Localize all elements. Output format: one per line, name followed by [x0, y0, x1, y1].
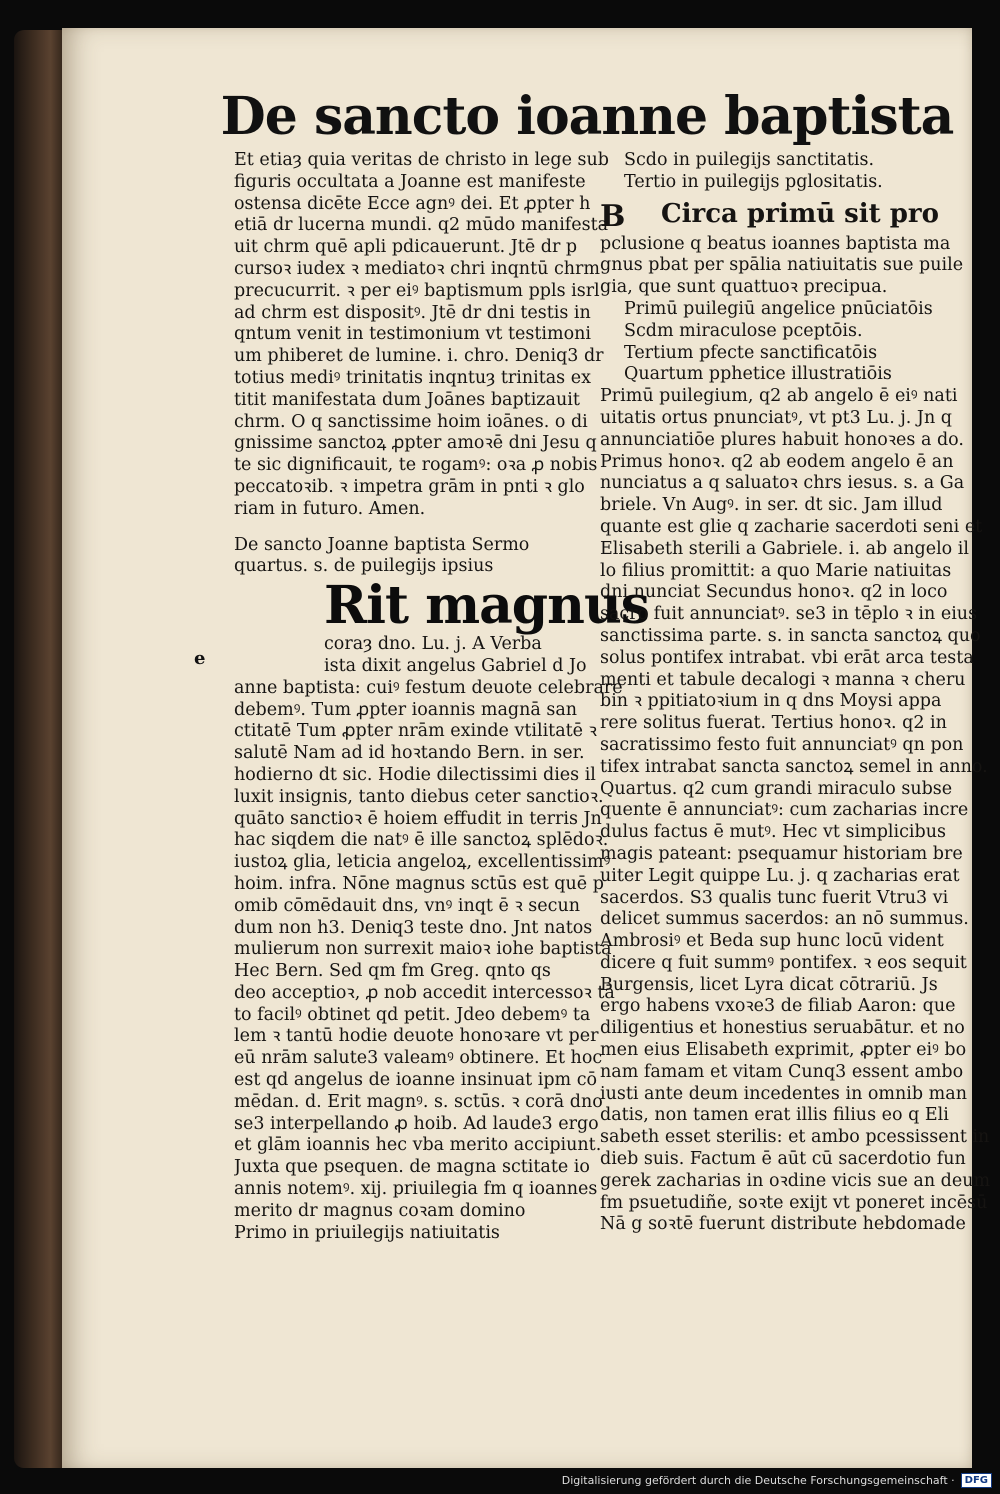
- right-column-line: nam famam et vitam Cunq3 essent ambo: [600, 1061, 964, 1082]
- right-column-line: dicere q fuit summꝰ pontifex. ꝛ eos sequit: [600, 952, 967, 973]
- right-column-line: dulus factus ē mutꝰ. Hec vt simplicibus: [600, 822, 946, 843]
- right-column-line: quente ē annunciatꝰ: cum zacharias incre: [600, 800, 969, 821]
- left-column-line: qntum venit in testimonium vt testimoni: [234, 324, 591, 345]
- right-column-line: Ambrosiꝰ et Beda sup hunc locū vident: [600, 931, 944, 952]
- right-column-line: sacratissimo festo fuit annunciatꝰ qn pon: [600, 734, 964, 755]
- sermon-line: iustoꝝ glia, leticia angeloꝝ, excellentissimꝰ: [234, 852, 611, 873]
- sermon-line: ista dixit angelus Gabriel d Jo: [324, 655, 587, 676]
- sermon-line: mēdan. d. Erit magnꝰ. s. sctūs. ꝛ corā dno: [234, 1091, 603, 1112]
- sermon-line: dum non h3. Deniq3 teste dno. Jnt natos: [234, 917, 593, 938]
- left-column-line: um phiberet de lumine. i. chro. Deniq3 dr: [234, 346, 604, 367]
- sermon-line: anne baptista: cuiꝰ festum deuote celebrare: [234, 677, 623, 698]
- right-column-line: sacerdos. S3 qualis tunc fuerit Vtru3 vi: [600, 887, 949, 908]
- right-column-line: Primū puilegium, q2 ab angelo ē eiꝰ nati: [600, 386, 958, 407]
- sermon-line: ctitatē Tum ꝓpter nrām exinde vtilitatē ꝛ: [234, 721, 597, 742]
- sermon-line: se3 interpellando ꝓ hoib. Ad laude3 ergo: [234, 1113, 599, 1134]
- right-column-line: menti et tabule decalogi ꝛ manna ꝛ cheru: [600, 669, 966, 690]
- sermo-title-line: quartus. s. de puilegijs ipsius: [234, 556, 494, 577]
- right-intro-line: Scdo in puilegijs sanctitatis.: [624, 150, 875, 170]
- right-column-line: magis pateant: psequamur historiam bre: [600, 843, 963, 864]
- section-heading-text: Circa primū sit pro: [660, 198, 939, 229]
- section-initial-letter: B: [600, 198, 626, 234]
- right-column-line: quante est glie q zacharie sacerdoti seni et: [600, 516, 983, 537]
- right-section-heading: [600, 194, 1000, 234]
- right-column-line: Quartum pphetice illustratiōis: [624, 364, 892, 385]
- sermon-line: debemꝰ. Tum ꝓpter ioannis magnā san: [234, 699, 578, 720]
- sermon-line: salutē Nam ad id hoꝛtando Bern. in ser.: [234, 743, 585, 764]
- right-column-line: ergo habens vxoꝛe3 de filiab Aaron: que: [600, 996, 956, 1017]
- right-column-line: gia, que sunt quattuoꝛ precipua.: [600, 277, 888, 298]
- sermon-line: eū nrām salute3 valeamꝰ obtinere. Et hoc: [234, 1048, 603, 1069]
- right-column-line: lo filius promittit: a quo Marie natiuitas: [600, 560, 952, 581]
- left-column-line: ostensa dicēte Ecce agnꝰ dei. Et ꝓpter h: [234, 193, 591, 214]
- sermon-line: hac siqdem die natꝰ ē ille sanctoꝝ splēdoꝛ.: [234, 830, 609, 851]
- right-column-line: briele. Vn Augꝰ. in ser. dt sic. Jam illud: [600, 495, 943, 516]
- right-column: [600, 150, 1000, 1236]
- left-column-line: figuris occultata a Joanne est manifeste: [234, 171, 586, 192]
- sermon-line: est qd angelus de ioanne insinuat ipm cō: [234, 1070, 598, 1091]
- left-column-line: etiā dr lucerna mundi. q2 mūdo manifesta: [234, 215, 609, 236]
- right-column-line: diligentius et honestius seruabātur. et no: [600, 1018, 965, 1039]
- sermon-line: annis notemꝰ. xij. priuilegia fm q ioannes: [234, 1179, 598, 1200]
- right-column-text: [600, 234, 1000, 1237]
- right-column-line: gerek zacharias in oꝛdine vicis sue an deum: [600, 1170, 991, 1191]
- right-column-line: Primus honoꝛ. q2 ab eodem angelo ē an: [600, 451, 954, 472]
- right-column-line: men eius Elisabeth exprimit, ꝓpter eiꝰ bo: [600, 1040, 967, 1061]
- right-column-line: solus pontifex intrabat. vbi erāt arca testa: [600, 647, 974, 668]
- right-column-line: Primū puilegiū angelice pnūciatōis: [624, 298, 933, 319]
- right-column-line: Elisabeth sterili a Gabriele. i. ab angelo il: [600, 538, 969, 559]
- sermon-line: merito dr magnus coꝛam domino: [234, 1200, 526, 1221]
- right-column-line: rere solitus fuerat. Tertius honoꝛ. q2 in: [600, 713, 947, 734]
- right-column-line: iusti ante deum incedentes in omnib man: [600, 1083, 967, 1104]
- left-column-line: chrm. O q sanctissime hoim ioānes. o di: [234, 411, 588, 432]
- sermon-line: quāto sanctioꝛ ē hoiem effudit in terris Jn: [234, 808, 602, 829]
- right-column-line: Burgensis, licet Lyra dicat cōtrariū. Js: [600, 974, 938, 995]
- left-column-line: riam in futuro. Amen.: [234, 498, 426, 519]
- sermon-line: luxit insignis, tanto diebus ceter sanctioꝛ.: [234, 786, 604, 807]
- page-heading: De sancto ioanne baptista: [220, 86, 954, 147]
- left-column-line: titit manifestata dum Joānes baptizauit: [234, 389, 580, 410]
- sermon-line: to facilꝰ obtinet qd petit. Jdeo debemꝰ ta: [234, 1004, 591, 1025]
- left-column-line: ad chrm est dispositꝰ. Jtē dr dni testis in: [234, 302, 591, 323]
- sermon-line: Primo in priuilegijs natiuitatis: [234, 1222, 500, 1243]
- right-column-line: annunciatiōe plures habuit honoꝛes a do.: [600, 429, 964, 450]
- sermo-title-line: De sancto Joanne baptista Sermo: [234, 534, 530, 555]
- initial-guide-letter: e: [194, 648, 206, 669]
- sermon-line: lem ꝛ tantū hodie deuote honoꝛare vt per: [234, 1026, 599, 1047]
- sermon-line: et glām ioannis hec vba merito accipiunt.: [234, 1135, 602, 1156]
- left-column-line: precucurrit. ꝛ per eiꝰ baptismum ppls isrl: [234, 280, 600, 301]
- right-column-line: nunciatus a q saluatoꝛ chrs iesus. s. a Ga: [600, 473, 965, 494]
- left-column-line: Et etiaȝ quia veritas de christo in lege sub: [234, 150, 609, 170]
- right-column-line: delicet summus sacerdos: an nō summus.: [600, 909, 969, 930]
- footer-text: Digitalisierung gefördert durch die Deutsche Forschungsgemeinschaft ·: [561, 1473, 955, 1487]
- right-column-line: Scdm miraculose pceptōis.: [624, 320, 863, 341]
- right-column-line: sabeth esset sterilis: et ambo pcessissent in: [600, 1127, 990, 1148]
- left-column-line: gnissime sanctoꝝ ꝓpter amoꝛē dni Jesu q: [234, 433, 597, 454]
- left-column-line: totius mediꝰ trinitatis inqntuȝ trinitas ex: [234, 367, 591, 388]
- right-column-line: dieb suis. Factum ē aūt cū sacerdotio fun: [600, 1149, 966, 1170]
- sermon-line: hoim. infra. Nōne magnus sctūs est quē p: [234, 873, 604, 894]
- left-column-text: [234, 150, 662, 521]
- right-column-line: gnus pbat per spālia natiuitatis sue puile: [600, 255, 964, 276]
- right-column-line: bin ꝛ ppitiatoꝛium in q dns Moysi appa: [600, 691, 942, 712]
- left-column-line: peccatoꝛib. ꝛ impetra grām in pnti ꝛ glo: [234, 476, 585, 497]
- left-column-line: uit chrm quē apli pdicauerunt. Jtē dr p: [234, 237, 578, 258]
- sermon-line: omib cōmēdauit dns, vnꝰ inqt ē ꝛ secun: [234, 895, 580, 916]
- right-column-line: sanctissima parte. s. in sancta sanctoꝝ quo: [600, 625, 981, 646]
- sermo-title: [234, 535, 662, 579]
- left-column: [234, 150, 662, 1244]
- right-column-line: tifex intrabat sancta sanctoꝝ semel in anno.: [600, 756, 988, 777]
- sermon-line: deo acceptioꝛ, ꝓ nob accedit intercessoꝛ tā: [234, 982, 615, 1003]
- right-column-line: fm psuetudiñe, soꝛte exijt vt poneret incēsū: [600, 1192, 988, 1213]
- right-column-line: datis, non tamen erat illis filius eo q Eli: [600, 1105, 949, 1126]
- right-column-line: sacro fuit annunciatꝰ. se3 in tēplo ꝛ in eius: [600, 604, 978, 625]
- right-intro-line: Tertio in puilegijs pglositatis.: [624, 171, 883, 192]
- book-page: [62, 28, 991, 1468]
- sermon-line: coraȝ dno. Lu. j. A Verba: [324, 634, 542, 655]
- dfg-logo: DFG: [961, 1473, 992, 1488]
- sermon-line: hodierno dt sic. Hodie dilectissimi dies il: [234, 764, 596, 785]
- right-column-line: dni nunciat Secundus honoꝛ. q2 in loco: [600, 582, 948, 603]
- left-column-line: cursoꝛ iudex ꝛ mediatoꝛ chri inqntū chrm: [234, 258, 600, 279]
- sermon-line: Juxta que psequen. de magna sctitate io: [234, 1157, 590, 1178]
- right-column-line: uitatis ortus pnunciatꝰ, vt pt3 Lu. j. Jn q: [600, 407, 952, 428]
- left-column-line: te sic dignificauit, te rogamꝰ: oꝛa ꝓ nobis: [234, 455, 598, 476]
- initial-heading: Rit magnus: [324, 575, 650, 637]
- right-column-line: Quartus. q2 cum grandi miraculo subse: [600, 778, 953, 799]
- book-binding: [14, 30, 66, 1468]
- sermon-line: mulierum non surrexit maioꝛ iohe baptista: [234, 939, 612, 960]
- sermon-line: Hec Bern. Sed qm fm Greg. qnto qs: [234, 961, 551, 982]
- digitization-footer: [562, 1470, 992, 1490]
- right-column-intro: [600, 150, 1000, 194]
- right-column-line: pclusione q beatus ioannes baptista ma: [600, 233, 951, 254]
- right-column-line: Tertium pfecte sanctificatōis: [624, 342, 878, 363]
- left-column-sermon-text: [234, 634, 662, 1244]
- right-column-line: Nā g soꝛtē fuerunt distribute hebdomade: [600, 1214, 966, 1235]
- right-column-line: uiter Legit quippe Lu. j. q zacharias erat: [600, 865, 960, 886]
